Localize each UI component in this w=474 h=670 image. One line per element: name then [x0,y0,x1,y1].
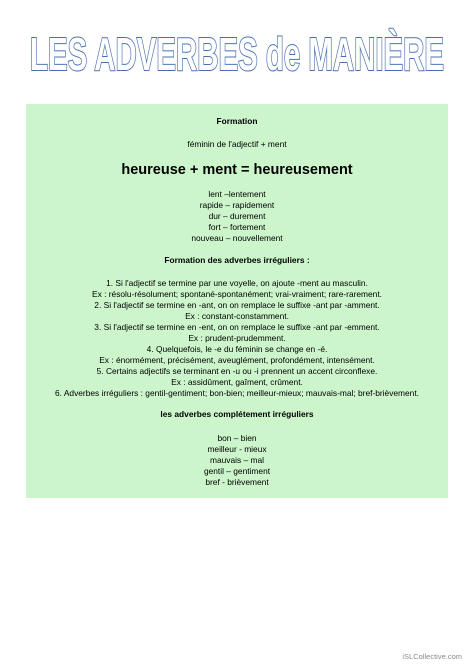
rule-line: 4. Quelquefois, le -e du féminin se change en -é. [146,344,328,354]
pair-line: mauvais – mal [210,455,264,465]
rule-line: Ex : prudent-prudemment. [188,333,286,343]
rule-line: Ex : assidûment, gaîment, crûment. [171,377,303,387]
rule-line: 2. Si l'adjectif se termine en -ant, on on remplace le suffixe -ant par -amment. [94,300,380,310]
rule-line: 1. Si l'adjectif se termine par une voyelle, on ajoute -ment au masculin. [106,278,368,288]
rule-line: 5. Certains adjectifs se terminant en -u ou -i prennent un accent circonflexe. [96,366,378,376]
rule-line: Ex : résolu-résolument; spontané-spontanément; vrai-vraiment; rare-rarement. [92,289,382,299]
pair-line: gentil – gentiment [203,466,271,476]
rule-text: féminin de l'adjectif + ment [187,139,287,149]
example-line: nouveau – nouvellement [191,233,283,243]
green-info-box [26,104,448,498]
watermark: iSLCollective.com [402,652,462,661]
pair-line: meilleur - mieux [207,444,267,454]
rule-line: 3. Si l'adjectif se termine en -ent, on on remplace le suffixe -ant par -emment. [94,322,380,332]
formation-heading: Formation [216,116,258,126]
page-title [0,26,474,86]
rule-line: Ex : énormément, précisément, aveuglément, profondément, intensément. [99,355,375,365]
example-line: lent –lentement [208,189,266,199]
complete-irregular-heading: les adverbes complétement irréguliers [160,409,314,419]
irregular-heading: Formation des adverbes irréguliers : [164,255,310,265]
pair-line: bon – bien [217,433,257,443]
rule-line: Ex : constant-constamment. [185,311,289,321]
pair-line: bref - brièvement [205,477,269,487]
example-line: fort – fortement [208,222,266,232]
example-line: rapide – rapidement [199,200,275,210]
title-text: LES ADVERBES de MANIÈRE [30,28,444,80]
rule-line: 6. Adverbes irréguliers : gentil-gentiment; bon-bien; meilleur-mieux; mauvais-mal; bref-brièvement. [54,388,419,398]
example-line: dur – durement [208,211,266,221]
formula-text: heureuse + ment = heureusement [121,162,353,178]
